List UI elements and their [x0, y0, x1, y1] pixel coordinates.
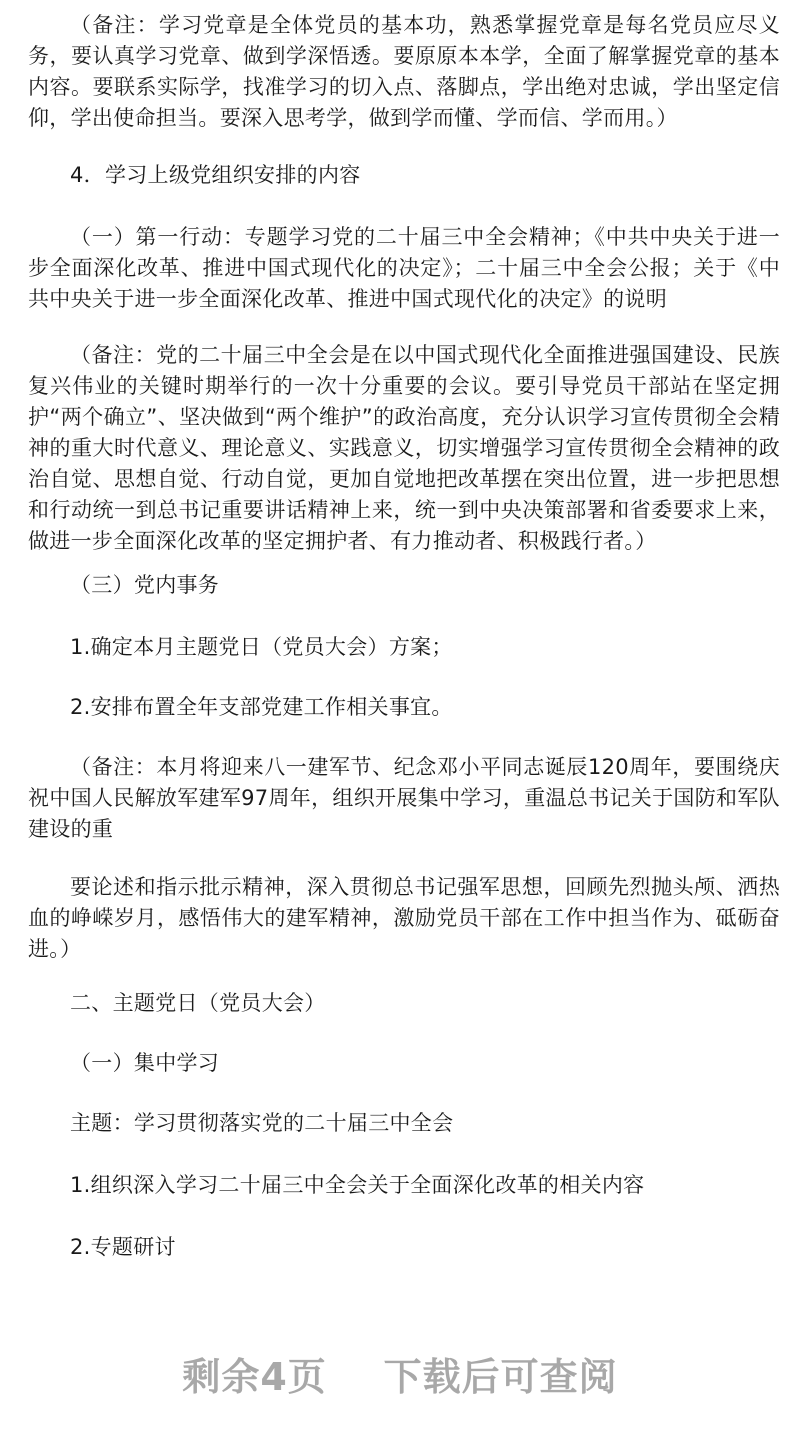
- note-third-plenum: （备注：党的二十届三中全会是在以中国式现代化全面推进强国建设、民族复兴伟业的关键时期举行的一次十分重要的会议。要引导党员干部站在坚定拥护“两个确立”、坚决做到“两个维护”的政治高度，充分认识学习宣传贯彻全会精神的重大时代意义、理论意义、实践意义，切实增强学习宣传贯彻全会精神的政治自觉、思想自觉、行动自觉，更加自觉地把改革摆在突出位置，进一步把思想和行动统一到总书记重要讲话精神上来，统一到中央决策部署和省委要求上来，做进一步全面深化改革的坚定拥护者、有力推动者、积极践行者。）: [28, 343, 780, 553]
- theme-line: 主题：学习贯彻落实党的二十届三中全会: [70, 1111, 454, 1135]
- note-party-constitution: （备注：学习党章是全体党员的基本功，熟悉掌握党章是每名党员应尽义务，要认真学习党章、做到学深悟透。要原原本本学，全面了解掌握党章的基本内容。要联系实际学，找准学习的切入点、落脚点，学出绝对忠诚，学出坚定信仰，学出使命担当。要深入思考学，做到学而懂、学而信、学而用。）: [28, 13, 780, 130]
- study-item-2: 2.专题研讨: [70, 1235, 176, 1259]
- list-item-2: 2.安排布置全年支部党建工作相关事宜。: [70, 695, 453, 719]
- note-army-day-part1: （备注：本月将迎来八一建军节、纪念邓小平同志诞辰120周年，要围绕庆祝中国人民解放军建军97周年，组织开展集中学习，重温总书记关于国防和军队建设的重: [28, 755, 780, 841]
- section-heading-theme-day: 二、主题党日（党员大会）: [70, 991, 326, 1015]
- section-heading-party-affairs: （三）党内事务: [70, 573, 220, 597]
- note-army-day-part2: 要论述和指示批示精神，深入贯彻总书记强军思想，回顾先烈抛头颅、洒热血的峥嵘岁月，感悟伟大的建军精神，激励党员干部在工作中担当作为、砥砺奋进。）: [28, 875, 780, 961]
- section-heading-4: 4．学习上级党组织安排的内容: [70, 163, 361, 187]
- list-item-1: 1.确定本月主题党日（党员大会）方案；: [70, 635, 453, 659]
- section-heading-centralized-study: （一）集中学习: [70, 1051, 220, 1075]
- remaining-pages-banner[interactable]: 剩余4页 下载后可查阅: [182, 1355, 618, 1399]
- study-item-1: 1.组织深入学习二十届三中全会关于全面深化改革的相关内容: [70, 1173, 645, 1197]
- first-action-paragraph: （一）第一行动：专题学习党的二十届三中全会精神；《中共中央关于进一步全面深化改革、推进中国式现代化的决定》；二十届三中全会公报；关于《中共中央关于进一步全面深化改革、推进中国式现代化的决定》的说明: [28, 225, 780, 311]
